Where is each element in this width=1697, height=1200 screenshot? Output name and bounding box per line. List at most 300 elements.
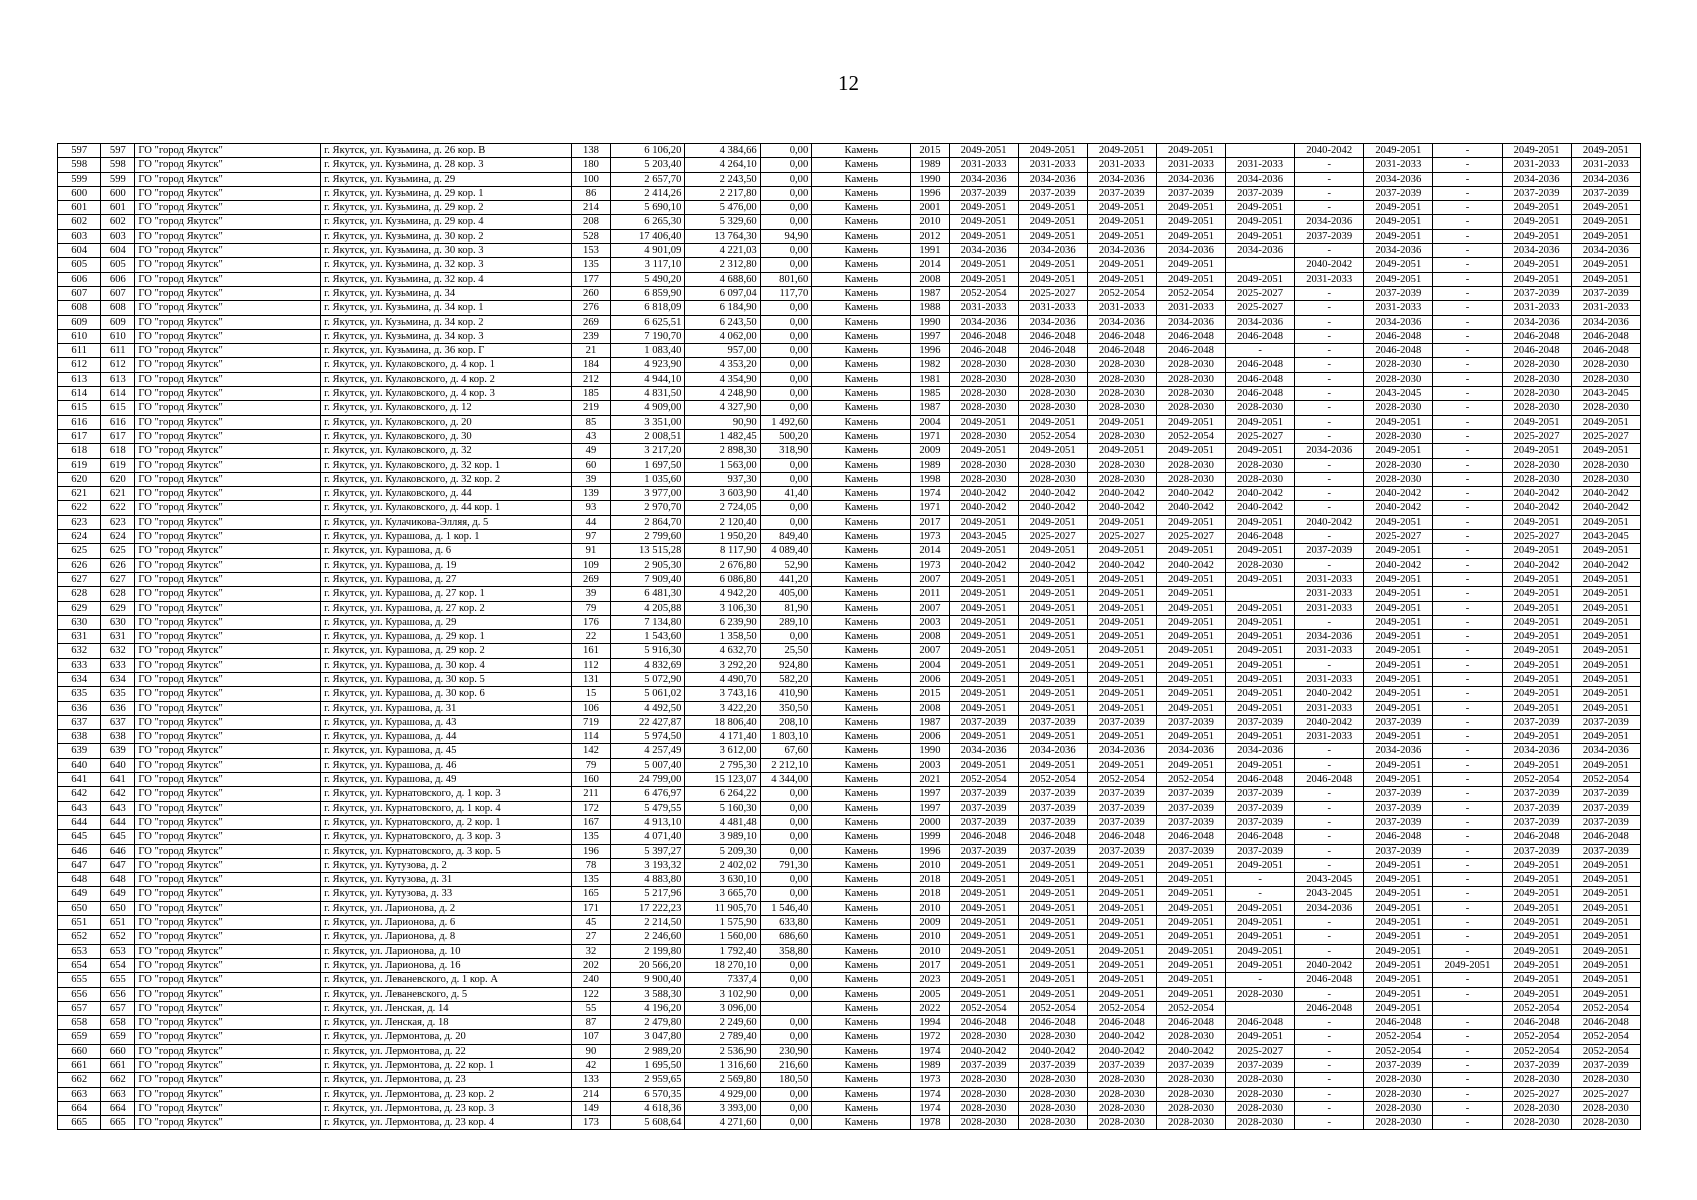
term-6-cell: - [1295,615,1364,629]
term-8-cell: - [1433,844,1502,858]
term-9-cell: 2028-2030 [1502,472,1571,486]
term-7-cell: 2037-2039 [1364,186,1433,200]
term-2-cell: 2049-2051 [1018,215,1087,229]
wall-material-cell: Камень [812,715,911,729]
total-area-cell: 3 117,10 [611,258,685,272]
term-10-cell: 2049-2051 [1571,672,1640,686]
nonresidential-area-cell: 0,00 [760,787,812,801]
term-9-cell: 2046-2048 [1502,344,1571,358]
table-row [58,515,1641,529]
build-year-cell: 2010 [911,215,949,229]
build-year-cell: 2010 [911,930,949,944]
term-9-cell: 2049-2051 [1502,201,1571,215]
object-number-cell: 604 [101,244,135,258]
total-area-cell: 4 492,50 [611,701,685,715]
term-9-cell: 2040-2042 [1502,501,1571,515]
living-area-cell: 2 243,50 [685,172,760,186]
living-area-cell: 3 102,90 [685,987,760,1001]
term-4-cell: 2049-2051 [1156,887,1225,901]
term-1-cell: 2049-2051 [949,144,1018,158]
living-area-cell: 4 942,20 [685,587,760,601]
table-row [58,801,1641,815]
residents-count-cell: 160 [571,773,610,787]
term-1-cell: 2049-2051 [949,887,1018,901]
wall-material-cell: Камень [812,615,911,629]
wall-material-cell: Камень [812,158,911,172]
address-cell: г. Якутск, ул. Курашова, д. 27 кор. 2 [321,601,572,615]
term-7-cell: 2028-2030 [1364,472,1433,486]
wall-material-cell: Камень [812,258,911,272]
object-number-cell: 643 [101,801,135,815]
term-5-cell: 2028-2030 [1226,558,1295,572]
term-7-cell: 2037-2039 [1364,801,1433,815]
term-4-cell: 2028-2030 [1156,1101,1225,1115]
term-5-cell: 2049-2051 [1226,515,1295,529]
term-2-cell: 2049-2051 [1018,958,1087,972]
table-row [58,730,1641,744]
term-9-cell: 2049-2051 [1502,644,1571,658]
term-4-cell: 2049-2051 [1156,930,1225,944]
term-7-cell: 2034-2036 [1364,244,1433,258]
row-number-cell: 631 [58,630,101,644]
term-3-cell: 2049-2051 [1087,572,1156,586]
address-cell: г. Якутск, ул. Кузьмина, д. 32 кор. 4 [321,272,572,286]
nonresidential-area-cell: 0,00 [760,358,812,372]
row-number-cell: 641 [58,773,101,787]
term-8-cell: - [1433,930,1502,944]
term-8-cell: - [1433,672,1502,686]
address-cell: г. Якутск, ул. Кузьмина, д. 29 кор. 1 [321,186,572,200]
term-5-cell: 2028-2030 [1226,1073,1295,1087]
residents-count-cell: 135 [571,258,610,272]
wall-material-cell: Камень [812,387,911,401]
term-9-cell: 2028-2030 [1502,372,1571,386]
term-5-cell: 2025-2027 [1226,301,1295,315]
term-1-cell: 2046-2048 [949,1016,1018,1030]
row-number-cell: 660 [58,1044,101,1058]
term-10-cell: 2049-2051 [1571,916,1640,930]
term-8-cell: - [1433,415,1502,429]
term-10-cell: 2049-2051 [1571,887,1640,901]
term-7-cell: 2049-2051 [1364,258,1433,272]
wall-material-cell: Камень [812,144,911,158]
term-6-cell: 2031-2033 [1295,601,1364,615]
build-year-cell: 1985 [911,387,949,401]
table-row [58,830,1641,844]
build-year-cell: 1997 [911,787,949,801]
term-1-cell: 2049-2051 [949,944,1018,958]
municipality-cell: ГО "город Якутск" [135,186,321,200]
municipality-cell: ГО "город Якутск" [135,201,321,215]
nonresidential-area-cell: 0,00 [760,1087,812,1101]
build-year-cell: 1997 [911,801,949,815]
residents-count-cell: 214 [571,1087,610,1101]
municipality-cell: ГО "город Якутск" [135,1016,321,1030]
term-3-cell: 2028-2030 [1087,458,1156,472]
total-area-cell: 7 134,80 [611,615,685,629]
term-1-cell: 2040-2042 [949,558,1018,572]
wall-material-cell: Камень [812,687,911,701]
nonresidential-area-cell: 0,00 [760,515,812,529]
table-row [58,672,1641,686]
wall-material-cell: Камень [812,701,911,715]
wall-material-cell: Камень [812,916,911,930]
table-row [58,1059,1641,1073]
term-7-cell: 2031-2033 [1364,301,1433,315]
term-9-cell: 2025-2027 [1502,1087,1571,1101]
term-7-cell: 2049-2051 [1364,901,1433,915]
term-3-cell: 2034-2036 [1087,172,1156,186]
nonresidential-area-cell: 81,90 [760,601,812,615]
nonresidential-area-cell: 4 089,40 [760,544,812,558]
address-cell: г. Якутск, ул. Ларионова, д. 2 [321,901,572,915]
address-cell: г. Якутск, ул. Курашова, д. 30 кор. 4 [321,658,572,672]
term-4-cell: 2049-2051 [1156,415,1225,429]
nonresidential-area-cell: 94,90 [760,229,812,243]
table-row [58,930,1641,944]
municipality-cell: ГО "город Якутск" [135,744,321,758]
term-6-cell: - [1295,658,1364,672]
term-9-cell: 2031-2033 [1502,158,1571,172]
build-year-cell: 2001 [911,201,949,215]
term-3-cell: 2049-2051 [1087,887,1156,901]
term-10-cell: 2034-2036 [1571,172,1640,186]
term-5-cell: 2046-2048 [1226,830,1295,844]
object-number-cell: 649 [101,887,135,901]
term-4-cell: 2052-2054 [1156,773,1225,787]
nonresidential-area-cell: 500,20 [760,429,812,443]
term-9-cell: 2049-2051 [1502,572,1571,586]
table-row [58,701,1641,715]
municipality-cell: ГО "город Якутск" [135,830,321,844]
object-number-cell: 653 [101,944,135,958]
address-cell: г. Якутск, ул. Курашова, д. 6 [321,544,572,558]
term-7-cell: 2049-2051 [1364,201,1433,215]
term-4-cell: 2049-2051 [1156,644,1225,658]
term-9-cell: 2052-2054 [1502,773,1571,787]
table-row [58,615,1641,629]
wall-material-cell: Камень [812,873,911,887]
municipality-cell: ГО "город Якутск" [135,630,321,644]
term-3-cell: 2028-2030 [1087,1101,1156,1115]
wall-material-cell: Камень [812,1073,911,1087]
term-4-cell: 2034-2036 [1156,172,1225,186]
living-area-cell: 6 239,90 [685,615,760,629]
term-10-cell: 2049-2051 [1571,258,1640,272]
term-10-cell: 2034-2036 [1571,744,1640,758]
term-4-cell: 2052-2054 [1156,286,1225,300]
term-6-cell: 2046-2048 [1295,773,1364,787]
row-number-cell: 628 [58,587,101,601]
municipality-cell: ГО "город Якутск" [135,658,321,672]
term-5-cell: 2037-2039 [1226,787,1295,801]
residents-count-cell: 172 [571,801,610,815]
term-8-cell: - [1433,244,1502,258]
object-number-cell: 599 [101,172,135,186]
term-8-cell: - [1433,572,1502,586]
wall-material-cell: Камень [812,1087,911,1101]
term-10-cell: 2037-2039 [1571,787,1640,801]
term-5-cell: 2028-2030 [1226,1101,1295,1115]
term-10-cell: 2049-2051 [1571,615,1640,629]
term-9-cell: 2049-2051 [1502,973,1571,987]
term-8-cell: - [1433,630,1502,644]
term-5-cell: 2046-2048 [1226,358,1295,372]
nonresidential-area-cell: 0,00 [760,329,812,343]
term-8-cell: - [1433,730,1502,744]
total-area-cell: 2 864,70 [611,515,685,529]
total-area-cell: 5 608,64 [611,1116,685,1130]
term-4-cell: 2037-2039 [1156,715,1225,729]
object-number-cell: 665 [101,1116,135,1130]
term-2-cell: 2052-2054 [1018,429,1087,443]
address-cell: г. Якутск, ул. Курашова, д. 43 [321,715,572,729]
object-number-cell: 601 [101,201,135,215]
wall-material-cell: Камень [812,1059,911,1073]
term-5-cell [1226,587,1295,601]
term-6-cell: 2040-2042 [1295,687,1364,701]
term-9-cell: 2049-2051 [1502,515,1571,529]
total-area-cell: 2 657,70 [611,172,685,186]
object-number-cell: 597 [101,144,135,158]
term-8-cell: - [1433,1116,1502,1130]
build-year-cell: 1981 [911,372,949,386]
living-area-cell: 1 563,00 [685,458,760,472]
object-number-cell: 646 [101,844,135,858]
page-number: 12 [838,71,859,95]
wall-material-cell: Камень [812,930,911,944]
living-area-cell: 4 353,20 [685,358,760,372]
term-10-cell: 2049-2051 [1571,758,1640,772]
term-3-cell: 2046-2048 [1087,329,1156,343]
row-number-cell: 623 [58,515,101,529]
term-2-cell: 2049-2051 [1018,987,1087,1001]
term-2-cell: 2028-2030 [1018,1087,1087,1101]
residents-count-cell: 44 [571,515,610,529]
nonresidential-area-cell: 0,00 [760,830,812,844]
living-area-cell: 4 271,60 [685,1116,760,1130]
row-number-cell: 610 [58,329,101,343]
term-1-cell: 2028-2030 [949,472,1018,486]
term-3-cell: 2037-2039 [1087,787,1156,801]
address-cell: г. Якутск, ул. Кузьмина, д. 30 кор. 3 [321,244,572,258]
table-row [58,158,1641,172]
nonresidential-area-cell: 0,00 [760,172,812,186]
residents-count-cell: 165 [571,887,610,901]
table-row [58,858,1641,872]
term-10-cell: 2028-2030 [1571,1101,1640,1115]
term-5-cell: 2037-2039 [1226,715,1295,729]
term-7-cell: 2049-2051 [1364,272,1433,286]
nonresidential-area-cell: 0,00 [760,887,812,901]
address-cell: г. Якутск, ул. Кузьмина, д. 28 кор. 3 [321,158,572,172]
term-2-cell: 2031-2033 [1018,158,1087,172]
address-cell: г. Якутск, ул. Ларионова, д. 10 [321,944,572,958]
term-3-cell: 2049-2051 [1087,587,1156,601]
nonresidential-area-cell: 180,50 [760,1073,812,1087]
term-1-cell: 2049-2051 [949,958,1018,972]
term-6-cell: 2034-2036 [1295,444,1364,458]
municipality-cell: ГО "город Якутск" [135,715,321,729]
object-number-cell: 611 [101,344,135,358]
build-year-cell: 1973 [911,1073,949,1087]
build-year-cell: 2010 [911,858,949,872]
living-area-cell: 5 209,30 [685,844,760,858]
term-5-cell: 2037-2039 [1226,844,1295,858]
address-cell: г. Якутск, ул. Курашова, д. 49 [321,773,572,787]
nonresidential-area-cell: 208,10 [760,715,812,729]
term-1-cell: 2049-2051 [949,630,1018,644]
object-number-cell: 650 [101,901,135,915]
total-area-cell: 6 481,30 [611,587,685,601]
build-year-cell: 2014 [911,258,949,272]
residents-count-cell: 153 [571,244,610,258]
term-9-cell: 2034-2036 [1502,244,1571,258]
term-4-cell: 2049-2051 [1156,272,1225,286]
wall-material-cell: Камень [812,630,911,644]
living-area-cell: 3 292,20 [685,658,760,672]
table-row [58,229,1641,243]
term-6-cell: - [1295,1087,1364,1101]
term-1-cell: 2028-2030 [949,1073,1018,1087]
term-1-cell: 2049-2051 [949,730,1018,744]
term-4-cell: 2034-2036 [1156,744,1225,758]
term-3-cell: 2028-2030 [1087,1087,1156,1101]
municipality-cell: ГО "город Якутск" [135,672,321,686]
nonresidential-area-cell: 410,90 [760,687,812,701]
term-5-cell: 2049-2051 [1226,701,1295,715]
term-2-cell: 2046-2048 [1018,1016,1087,1030]
term-1-cell: 2028-2030 [949,387,1018,401]
term-1-cell: 2028-2030 [949,372,1018,386]
address-cell: г. Якутск, ул. Кузьмина, д. 26 кор. В [321,144,572,158]
term-3-cell: 2049-2051 [1087,687,1156,701]
term-3-cell: 2049-2051 [1087,987,1156,1001]
total-area-cell: 3 217,20 [611,444,685,458]
total-area-cell: 20 566,20 [611,958,685,972]
term-6-cell: - [1295,930,1364,944]
row-number-cell: 626 [58,558,101,572]
term-2-cell: 2049-2051 [1018,544,1087,558]
object-number-cell: 619 [101,458,135,472]
living-area-cell: 8 117,90 [685,544,760,558]
term-4-cell: 2028-2030 [1156,358,1225,372]
term-6-cell: 2031-2033 [1295,701,1364,715]
total-area-cell: 1 083,40 [611,344,685,358]
term-2-cell: 2037-2039 [1018,186,1087,200]
row-number-cell: 602 [58,215,101,229]
residents-count-cell: 78 [571,858,610,872]
term-4-cell: 2049-2051 [1156,758,1225,772]
wall-material-cell: Камень [812,558,911,572]
term-8-cell [1433,1001,1502,1015]
table-row [58,401,1641,415]
row-number-cell: 657 [58,1001,101,1015]
term-6-cell: - [1295,329,1364,343]
row-number-cell: 647 [58,858,101,872]
row-number-cell: 598 [58,158,101,172]
term-3-cell: 2049-2051 [1087,615,1156,629]
build-year-cell: 1988 [911,301,949,315]
term-4-cell: 2034-2036 [1156,244,1225,258]
nonresidential-area-cell: 633,80 [760,916,812,930]
residents-count-cell: 27 [571,930,610,944]
term-5-cell: - [1226,887,1295,901]
term-4-cell: 2028-2030 [1156,1030,1225,1044]
build-year-cell: 2023 [911,973,949,987]
residents-count-cell: 39 [571,587,610,601]
build-year-cell: 1974 [911,1101,949,1115]
term-6-cell: - [1295,487,1364,501]
row-number-cell: 656 [58,987,101,1001]
term-1-cell: 2037-2039 [949,801,1018,815]
municipality-cell: ГО "город Якутск" [135,801,321,815]
term-10-cell: 2046-2048 [1571,1016,1640,1030]
build-year-cell: 1991 [911,244,949,258]
municipality-cell: ГО "город Якутск" [135,687,321,701]
residents-count-cell: 87 [571,1016,610,1030]
row-number-cell: 639 [58,744,101,758]
table-row [58,787,1641,801]
term-2-cell: 2049-2051 [1018,973,1087,987]
municipality-cell: ГО "город Якутск" [135,601,321,615]
object-number-cell: 614 [101,387,135,401]
residents-count-cell: 100 [571,172,610,186]
term-7-cell: 2028-2030 [1364,458,1433,472]
term-1-cell: 2028-2030 [949,1101,1018,1115]
total-area-cell: 1 695,50 [611,1059,685,1073]
term-8-cell: - [1433,1073,1502,1087]
term-10-cell: 2037-2039 [1571,1059,1640,1073]
total-area-cell: 13 515,28 [611,544,685,558]
term-3-cell: 2040-2042 [1087,501,1156,515]
term-2-cell: 2049-2051 [1018,630,1087,644]
object-number-cell: 600 [101,186,135,200]
term-8-cell: - [1433,186,1502,200]
term-7-cell: 2046-2048 [1364,1016,1433,1030]
residents-count-cell: 240 [571,973,610,987]
wall-material-cell: Камень [812,344,911,358]
wall-material-cell: Камень [812,415,911,429]
term-10-cell: 2049-2051 [1571,958,1640,972]
term-2-cell: 2037-2039 [1018,844,1087,858]
term-6-cell: - [1295,458,1364,472]
term-4-cell: 2028-2030 [1156,1116,1225,1130]
term-8-cell: - [1433,916,1502,930]
nonresidential-area-cell: 801,60 [760,272,812,286]
table-row [58,572,1641,586]
row-number-cell: 612 [58,358,101,372]
term-3-cell: 2037-2039 [1087,801,1156,815]
term-2-cell: 2028-2030 [1018,387,1087,401]
term-6-cell: 2031-2033 [1295,587,1364,601]
total-area-cell: 7 909,40 [611,572,685,586]
term-2-cell: 2049-2051 [1018,687,1087,701]
wall-material-cell: Камень [812,758,911,772]
term-9-cell: 2052-2054 [1502,1030,1571,1044]
term-5-cell: 2049-2051 [1226,615,1295,629]
term-3-cell: 2049-2051 [1087,758,1156,772]
living-area-cell: 6 184,90 [685,301,760,315]
object-number-cell: 642 [101,787,135,801]
term-4-cell: 2034-2036 [1156,315,1225,329]
row-number-cell: 622 [58,501,101,515]
total-area-cell: 5 072,90 [611,672,685,686]
nonresidential-area-cell: 791,30 [760,858,812,872]
term-6-cell: 2037-2039 [1295,544,1364,558]
term-8-cell: - [1433,758,1502,772]
term-10-cell: 2049-2051 [1571,572,1640,586]
